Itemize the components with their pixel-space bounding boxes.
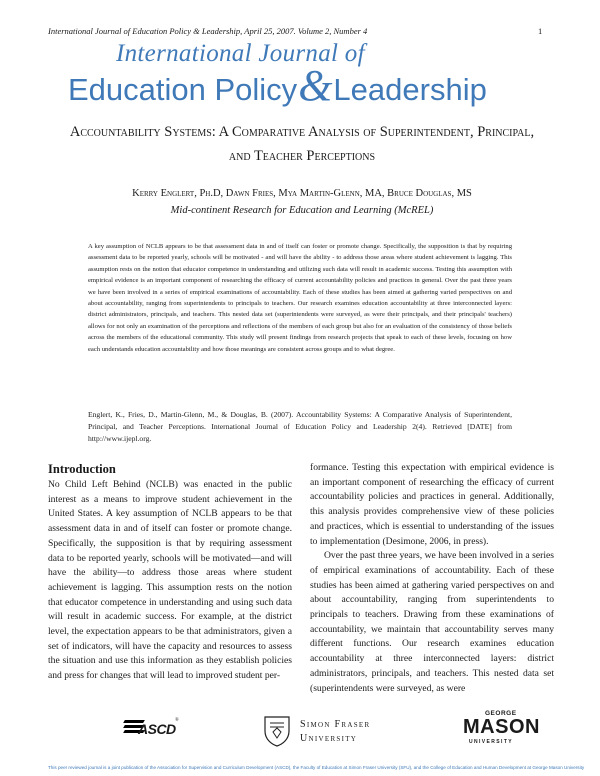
ascd-registered-mark: ® <box>175 718 179 723</box>
body-column-right <box>310 461 554 696</box>
gmu-george: GEORGE <box>485 710 517 717</box>
introduction-heading: Introduction <box>48 462 116 476</box>
body-column-left <box>48 478 292 684</box>
journal-banner <box>48 40 556 110</box>
sfu-crest-icon <box>262 714 292 748</box>
citation: Englert, K., Fries, D., Martin-Glenn, M., & Douglas, B. (2007). Accountability Systems: A Comparative Analysis of Superintendent, Principal, and Teacher Perceptions. International Journal of Education Policy and Leadership 2(4). Retrieved [DATE] from http://www.ijepl.org. <box>88 410 512 443</box>
ascd-logo <box>124 716 179 740</box>
article-title-line1: Accountability Systems: A Comparative Analysis of Superintendent, Principal, <box>69 124 535 140</box>
ascd-wordmark: ASCD <box>138 721 176 737</box>
page-number: 1 <box>538 26 543 36</box>
banner-ampersand: & <box>298 61 333 110</box>
journal-issue-info: International Journal of Education Policy & Leadership, April 25, 2007. Volume 2, Number 4 <box>48 26 368 36</box>
george-mason-logo <box>463 710 540 750</box>
intro-paragraph-1-continued: formance. Testing this expectation with empirical evidence is an important component of researching the efficacy of current accountability policies and practices in general. Additionally, this analysis provides comprehensive view of these policies and practices, which is essential to understanding of the issues to implementation (Desimone, 2006, in press). <box>310 462 554 547</box>
sfu-logo <box>262 714 392 750</box>
banner-line1: International Journal of <box>116 40 365 67</box>
footer-publication-note: This peer reviewed journal is a joint publication of the Association for Supervision and Curriculum Development (ASCD), the Faculty of Education at Simon Fraser University (SFU), and the College of Education and Human Development at George Mason University <box>48 765 585 770</box>
banner-line2 <box>68 60 487 111</box>
article-title <box>48 120 556 168</box>
article-title-line2: and Teacher Perceptions <box>228 148 376 164</box>
banner-leadership: Leadership <box>333 72 487 107</box>
intro-paragraph-2: Over the past three years, we have been involved in a series of empirical examinations of accountability. Each of these studies has been aimed at gathering varied perspectives on and about accountability, ranging from superintendents to principals to teachers. Drawing from these examinations of accountability, we maintain that accountability serves many different functions. Our research examines education accountability at three interconnected layers: district administrators, principals, and teachers. This nested data set (superintendents were surveyed, as were <box>310 550 554 694</box>
sfu-name-line2: University <box>300 733 358 744</box>
sfu-name-line1: Simon Fraser <box>300 719 371 730</box>
gmu-university: UNIVERSITY <box>469 739 514 745</box>
intro-paragraph-1: No Child Left Behind (NCLB) was enacted in the public interest as a means to improve student achievement in the United States. A key assumption of NCLB appears to be that assessment data in and of itself can foster or promote change. Specifically, the supposition is that by requiring assessment data to be reported yearly, schools will be motivated—and will have the ability—to address those areas where student achievement is lagging. This assumption rests on the notion that educator competence in understanding and using such data will result in academic success. For example, at the district level, the expectation appears to be that administrators, given a set of indicators, will have the capacity and resources to assess the situation and use this information as they establish policies and press for changes that will lead to improved student per- <box>48 479 292 682</box>
author-list: Kerry Englert, Ph.D, Dawn Fries, Mya Martin-Glenn, MA, Bruce Douglas, MS <box>132 188 472 199</box>
banner-education-policy: Education Policy <box>68 72 298 107</box>
author-affiliation: Mid-continent Research for Education and Learning (McREL) <box>170 205 434 216</box>
footer <box>0 764 600 776</box>
gmu-mason: MASON <box>463 716 540 738</box>
abstract: A key assumption of NCLB appears to be that assessment data in and of itself can foster or promote change. Specifically, the supposition is that by requiring assessment data to be reported yearly, schools will be motivated - and will have the ability - to address those areas where student achievement is lagging. This assumption rests on the notion that educator competence in understanding and utilizing such data will result in academic success. Testing this assumption with empirical evidence is an important component of researching the efficacy of current accountability policies and practices in general. Over the past three years we have been involved in a series of empirical examinations of accountability. Each of these studies has been aimed at gathering varied perspectives on and about accountability, ranging from superintendents to principals to teachers. Our research examines education accountability at three interconnected layers: district administrators, principals, and teachers. This nested data set (superintendents were surveyed, as were their principals, and their principals' teachers) allows for not only an examination of the perceptions and reflections of the members of each group but also for an evaluation of the consistency of those beliefs across the members of the educational community. This study will present findings from research projects that speak to each of these levels, focusing on how each understands education accountability and how those meanings are consistent across groups and to what degree. <box>88 243 512 353</box>
